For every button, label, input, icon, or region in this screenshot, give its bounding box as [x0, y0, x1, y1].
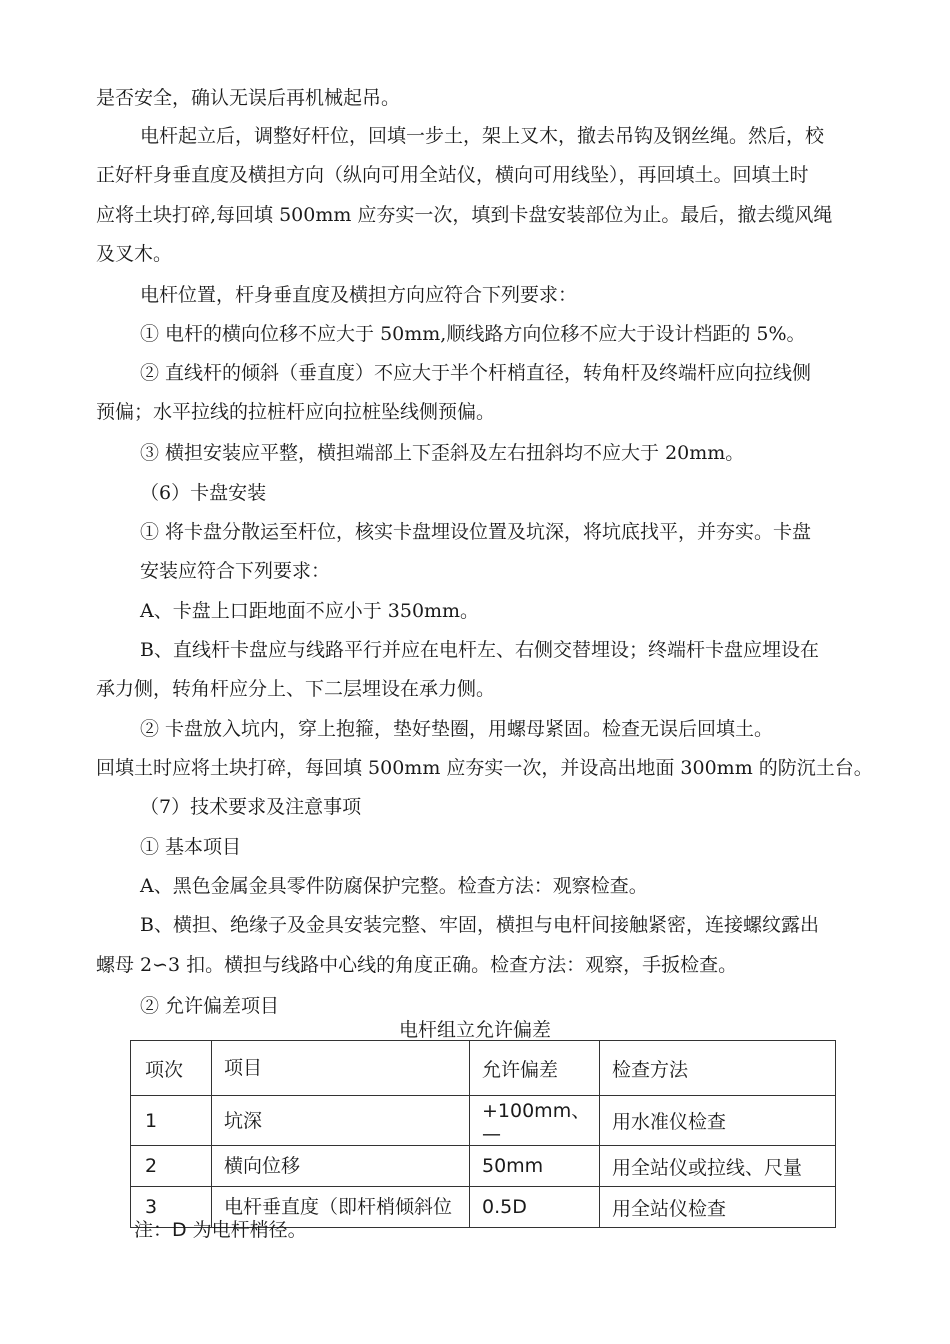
- table-cell: 2: [131, 1146, 212, 1187]
- text-line-15: 承力侧，转角杆应分上、下二层埋设在承力侧。: [96, 678, 496, 700]
- text-line-11: ① 将卡盘分散运至杆位，核实卡盘埋设位置及坑深，将坑底找平，并夯实。卡盘: [140, 521, 812, 543]
- table-header-row: [131, 1041, 836, 1096]
- table-cell: 坑深: [212, 1096, 470, 1146]
- text-line-18: ① 基本项目: [140, 836, 242, 858]
- table-cell: 1: [131, 1096, 212, 1146]
- text-line-19: A、黑色金属金具零件防腐保护完整。检查方法：观察检查。: [140, 875, 648, 897]
- text-line-17: 回填土时应将土块打碎，每回填 500mm 应夯实一次，并设高出地面 300mm 的防沉土台。: [96, 757, 873, 779]
- text-line-7: ① 电杆的横向位移不应大于 50mm,顺线路方向位移不应大于设计档距的 5%。: [140, 323, 806, 345]
- text-line-2: 电杆起立后，调整好杆位，回填一步土，架上叉木，撤去吊钩及钢丝绳。然后，校: [140, 125, 825, 147]
- table-cell: +100mm、—: [470, 1096, 600, 1146]
- text-line-1: 是否安全，确认无误后再机械起吊。: [96, 87, 401, 109]
- text-line-12: 安装应符合下列要求：: [140, 560, 331, 582]
- section-heading-6: （6）卡盘安装: [140, 482, 267, 504]
- text-line-4: 应将土块打碎,每回填 500mm 应夯实一次，填到卡盘安装部位为止。最后，撤去缆风绳: [96, 204, 833, 226]
- text-line-8: ② 直线杆的倾斜（垂直度）不应大于半个杆梢直径，转角杆及终端杆应向拉线侧: [140, 362, 812, 384]
- text-line-3: 正好杆身垂直度及横担方向（纵向可用全站仪，横向可用线坠），再回填土。回填土时: [96, 164, 809, 186]
- text-line-10: ③ 横担安装应平整，横担端部上下歪斜及左右扭斜均不应大于 20mm。: [140, 442, 745, 464]
- table-cell: 横向位移: [212, 1146, 470, 1187]
- table-cell: 50mm: [470, 1146, 600, 1187]
- text-line-20: B、横担、绝缘子及金具安装完整、牢固，横担与电杆间接触紧密，连接螺纹露出: [140, 914, 819, 936]
- table-cell: 3: [131, 1187, 212, 1228]
- text-line-6: 电杆位置，杆身垂直度及横担方向应符合下列要求：: [140, 284, 578, 306]
- text-line-14: B、直线杆卡盘应与线路平行并应在电杆左、右侧交替埋设；终端杆卡盘应埋设在: [140, 639, 819, 661]
- table-cell: 0.5D: [470, 1187, 600, 1228]
- table-row: [131, 1096, 836, 1146]
- table-cell: 用水准仪检查: [600, 1096, 836, 1146]
- section-heading-7: （7）技术要求及注意事项: [140, 796, 362, 818]
- table-row: [131, 1146, 836, 1187]
- text-line-22: ② 允许偏差项目: [140, 995, 280, 1017]
- header-cell-item: 项目: [212, 1041, 470, 1096]
- text-line-21: 螺母 2∽3 扣。横担与线路中心线的角度正确。检查方法：观察，手扳检查。: [96, 954, 738, 976]
- table-note: 注：D 为电杆梢径。: [134, 1219, 307, 1241]
- text-line-13: A、卡盘上口距地面不应小于 350mm。: [140, 600, 480, 622]
- table-caption: 电杆组立允许偏差: [398, 1019, 551, 1041]
- table-cell: 电杆垂直度（即杆梢倾斜位: [212, 1187, 470, 1228]
- text-line-5: 及叉木。: [96, 243, 173, 265]
- text-line-16: ② 卡盘放入坑内，穿上抱箍，垫好垫圈，用螺母紧固。检查无误后回填土。: [140, 718, 774, 740]
- table-cell: 用全站仪检查: [600, 1187, 836, 1228]
- header-cell-method: 检查方法: [600, 1041, 836, 1096]
- deviation-table: [130, 1040, 836, 1228]
- header-cell-tolerance: 允许偏差: [470, 1041, 600, 1096]
- text-line-9: 预偏；水平拉线的拉桩杆应向拉桩坠线侧预偏。: [96, 401, 496, 423]
- table-cell: 用全站仪或拉线、尺量: [600, 1146, 836, 1187]
- header-cell-index: 项次: [131, 1041, 212, 1096]
